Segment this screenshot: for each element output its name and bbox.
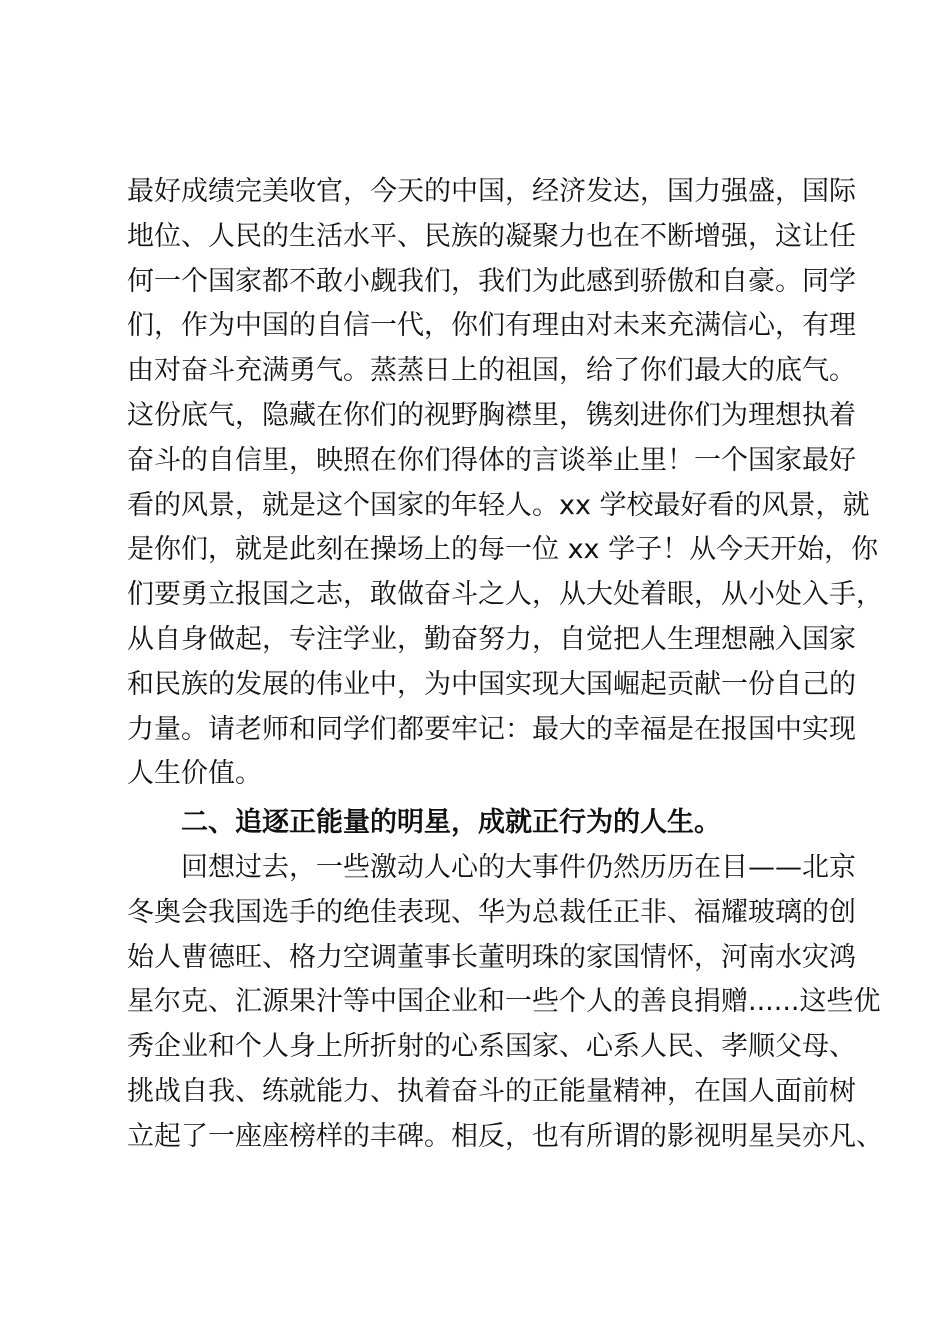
- text-line: 力量。请老师和同学们都要牢记：最大的幸福是在报国中实现: [127, 713, 856, 745]
- text-line: 最好成绩完美收官，今天的中国，经济发达，国力强盛，国际: [127, 176, 856, 207]
- text-line: 始人曹德旺、格力空调董事长董明珠的家国情怀，河南水灾鸿: [127, 941, 856, 973]
- text-line: 们，作为中国的自信一代，你们有理由对未来充满信心，有理: [127, 310, 856, 342]
- text-line: 看的风景，就是这个国家的年轻人。xx 学校最好看的风景，就: [127, 489, 870, 521]
- text-line: 何一个国家都不敢小觑我们，我们为此感到骄傲和自豪。同学: [127, 265, 856, 297]
- text-line: 们要勇立报国之志，敢做奋斗之人，从大处着眼，从小处入手，: [127, 579, 883, 611]
- text-line: 人生价值。: [127, 758, 262, 790]
- text-line: 回想过去，一些激动人心的大事件仍然历历在目——北京: [181, 851, 856, 883]
- text-line: 星尔克、汇源果汁等中国企业和一些个人的善良捐赠......这些优: [127, 986, 881, 1018]
- text-line: 和民族的发展的伟业中，为中国实现大国崛起贡献一份自己的: [127, 668, 856, 700]
- text-line: 秀企业和个人身上所折射的心系国家、心系人民、孝顺父母、: [127, 1031, 856, 1063]
- text-line: 从自身做起，专注学业，勤奋努力，自觉把人生理想融入国家: [127, 623, 856, 655]
- paragraph-1: [127, 170, 883, 797]
- text-line: 挑战自我、练就能力、执着奋斗的正能量精神，在国人面前树: [127, 1075, 856, 1107]
- document-body: [127, 170, 883, 1160]
- text-line: 由对奋斗充满勇气。蒸蒸日上的祖国，给了你们最大的底气。: [127, 355, 856, 387]
- text-line: 是你们，就是此刻在操场上的每一位 xx 学子！从今天开始，你: [127, 534, 879, 566]
- text-line: 这份底气，隐藏在你们的视野胸襟里，镌刻进你们为理想执着: [127, 399, 856, 431]
- section-heading: 二、追逐正能量的明星，成就正行为的人生。: [181, 807, 721, 839]
- text-line: 奋斗的自信里，映照在你们得体的言谈举止里！一个国家最好: [127, 444, 856, 476]
- text-line: 冬奥会我国选手的绝佳表现、华为总裁任正非、福耀玻璃的创: [127, 896, 856, 928]
- text-line: 立起了一座座榜样的丰碑。相反，也有所谓的影视明星吴亦凡、: [127, 1120, 883, 1152]
- text-line: 地位、人民的生活水平、民族的凝聚力也在不断增强，这让任: [127, 220, 856, 252]
- paragraph-2: [127, 846, 883, 1160]
